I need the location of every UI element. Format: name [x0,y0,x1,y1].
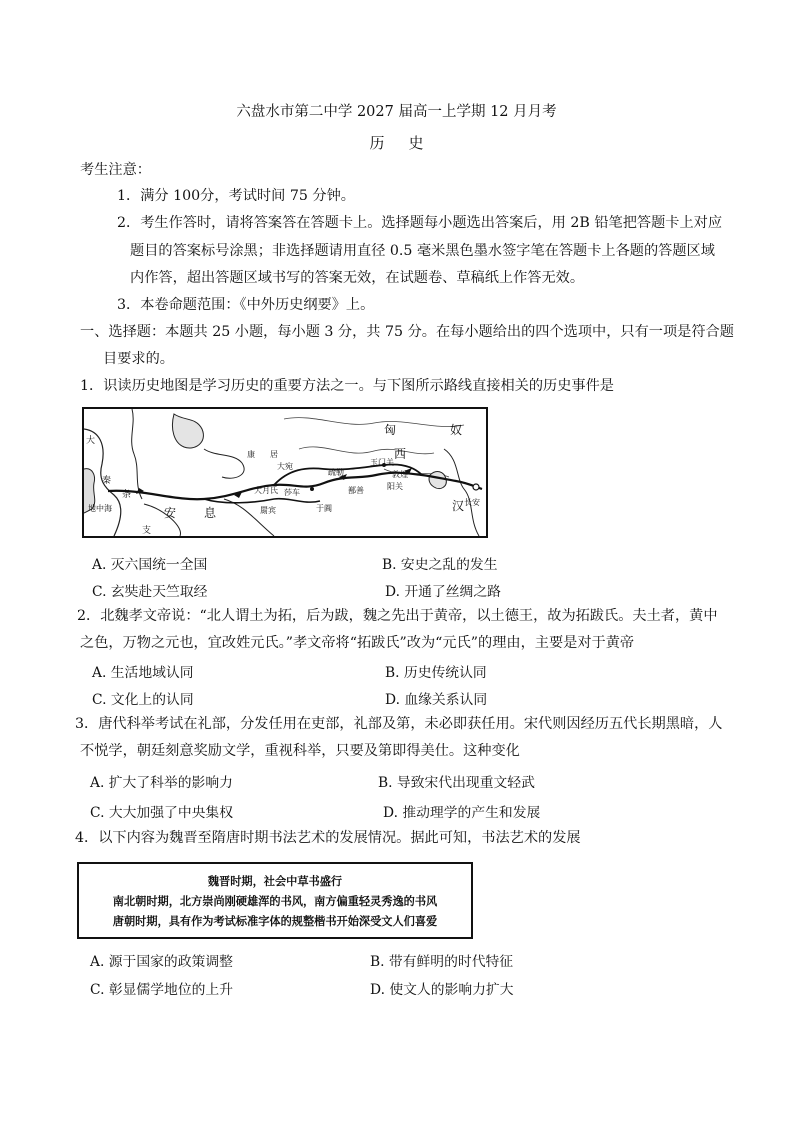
q1-option-d[interactable]: D. 开通了丝绸之路 [385,584,501,600]
map-label: 汉 [452,499,465,513]
q3-stem-cont: 不悦学，朝廷刻意奖励文学，重视科举，只要及第即得美仕。这种变化 [80,743,520,759]
notice-item-3: 3．本卷命题范围：《中外历史纲要》上。 [117,297,375,313]
map-label: 居 [270,450,278,459]
map-label: 西 [394,447,407,461]
notice-item-2-cont: 题目的答案标号涂黑；非选择题请用直径 0.5 毫米黑色墨水签字笔在答题卡上各题的答题区域 [130,243,715,259]
q2-option-a[interactable]: A. 生活地域认同 [92,665,194,681]
map-label: 罽宾 [260,506,276,515]
calligraphy-table [77,862,473,939]
map-label: 安 [164,506,177,520]
q1-stem: 1．识读历史地图是学习历史的重要方法之一。与下图所示路线直接相关的历史事件是 [80,378,614,394]
map-label: 疏勒 [328,468,344,477]
q1-option-c[interactable]: C. 玄奘赴天竺取经 [92,584,208,600]
q4-option-c[interactable]: C. 彰显儒学地位的上升 [90,982,234,998]
map-label: 条 [122,490,132,500]
section-heading-cont: 目要求的。 [103,351,174,367]
map-label: 长安 [464,498,480,507]
notice-item-1: 1．满分 100分，考试时间 75 分钟。 [117,188,355,204]
q3-option-a[interactable]: A. 扩大了科举的影响力 [90,775,233,791]
exam-title: 六盘水市第二中学 2027 届高一上学期 12 月月考 [236,104,557,120]
q4-option-b[interactable]: B. 带有鲜明的时代特征 [370,954,514,970]
q3-stem: 3．唐代科举考试在礼部，分发任用在吏部，礼部及第，未必即获任用。宋代则因经历五代长期黑暗，人 [75,716,723,732]
q4-stem: 4．以下内容为魏晋至隋唐时期书法艺术的发展情况。据此可知，书法艺术的发展 [75,830,581,846]
map-label: 大月氏 [254,486,278,495]
map-label: 奴 [450,423,463,437]
q3-option-c[interactable]: C. 大大加强了中央集权 [90,805,234,821]
map-label: 敦煌 [392,470,408,479]
subject-title: 历史 [369,134,448,152]
map-label: 大 [86,436,96,446]
q4-option-a[interactable]: A. 源于国家的政策调整 [90,954,233,970]
section-heading: 一、选择题：本题共 25 小题，每小题 3 分，共 75 分。在每小题给出的四个选项中，只有一项是符合题 [80,324,734,340]
table-line-2: 南北朝时期，北方崇尚刚硬雄浑的书风，南方偏重轻灵秀逸的书风 [112,895,438,908]
map-label: 秦 [102,476,112,486]
map-label: 康 [247,450,255,459]
table-line-1: 魏晋时期，社会中草书盛行 [207,875,343,888]
q2-stem: 2．北魏孝文帝说：“北人谓土为拓，后为跋，魏之先出于黄帝，以土德王，故为拓跋氏。夫土者，黄中 [77,608,718,624]
q2-option-d[interactable]: D. 血缘关系认同 [385,692,488,708]
notice-heading: 考生注意： [80,162,151,178]
q3-option-d[interactable]: D. 推动理学的产生和发展 [383,805,541,821]
map-label: 匈 [384,423,397,437]
map-label: 鄯善 [348,486,364,495]
map-label: 息 [204,506,217,520]
map-drawing [84,409,486,536]
q2-option-c[interactable]: C. 文化上的认同 [92,692,194,708]
table-line-3: 唐朝时期，具有作为考试标准字体的规整楷书开始深受文人们喜爱 [112,915,438,928]
q2-stem-cont: 之色，万物之元也，宜改姓元氏。”孝文帝将“拓跋氏”改为“元氏”的理由，主要是对于黄帝 [80,635,635,651]
map-label: 大宛 [277,462,293,471]
map-label: 阳关 [387,482,403,491]
notice-item-2: 2．考生作答时，请将答案答在答题卡上。选择题每小题选出答案后，用 2B 铅笔把答题卡上对应 [117,215,723,231]
map-label: 莎车 [284,488,300,497]
map-label: 支 [142,526,152,536]
q2-option-b[interactable]: B. 历史传统认同 [385,665,487,681]
notice-item-2-cont2: 内作答，超出答题区域书写的答案无效，在试题卷、草稿纸上作答无效。 [130,270,585,286]
silk-road-map [82,407,488,538]
map-label: 地中海 [88,504,112,513]
q1-option-b[interactable]: B. 安史之乱的发生 [382,557,498,573]
q4-option-d[interactable]: D. 使文人的影响力扩大 [370,982,514,998]
map-label: 玉门关 [370,458,394,467]
q3-option-b[interactable]: B. 导致宋代出现重文轻武 [378,775,535,791]
q1-option-a[interactable]: A. 灭六国统一全国 [92,557,208,573]
map-label: 于阗 [316,504,332,513]
